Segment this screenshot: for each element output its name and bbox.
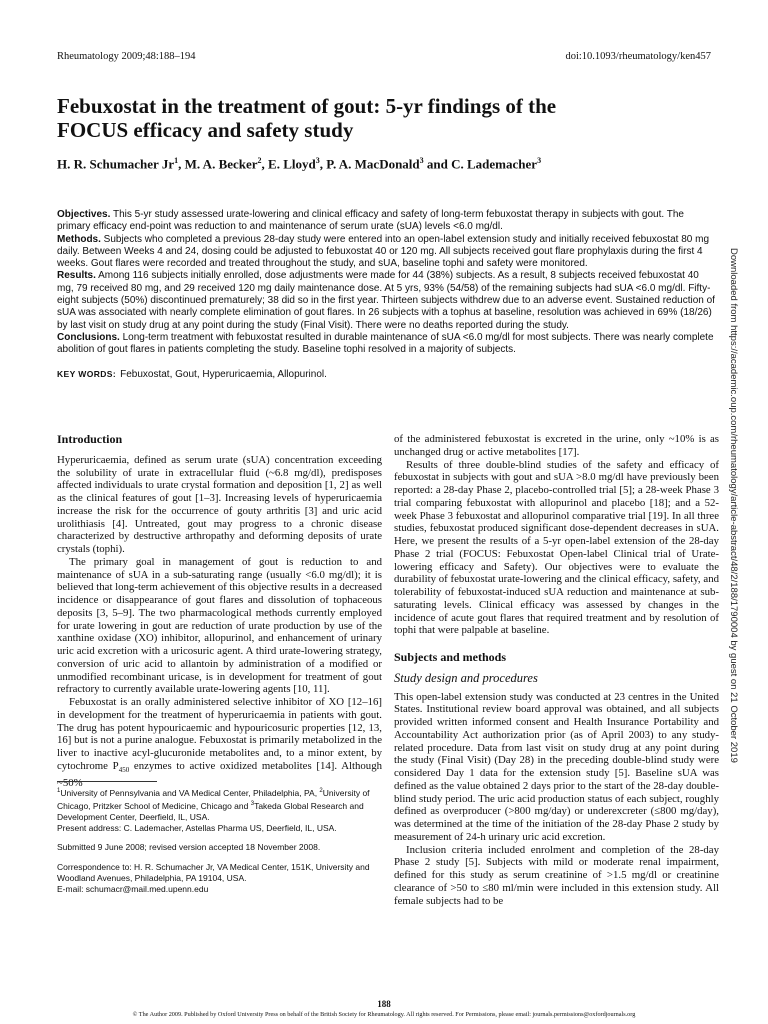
body-paragraph: Inclusion criteria included enrolment and completion of the 28-day Phase 2 study [5]. Subjects with mild or moderate renal impairment, defined for this study as serum creatinine of >1.5 mg/dl or creatinine clearance of >50 to ≤80 ml/min were included in this extension study. All female subjects had to be xyxy=(394,843,719,907)
paragraph-text: Febuxostat is an orally administered selective inhibitor of XO [12–16] in development for the treatment of hyperuricaemia in patients with gout. The drug has potent hypouricaemic and hypouricosuric properties [12, 13, 16] but is not a purine analogue. Febuxostat is primarily metabolized in the liver to inactive acyl-glucuronide metabolites and, to a minor extent, by cytochrome P xyxy=(57,696,382,772)
affiliation-text: University of Chicago, Pritzker School of Medicine, Chicago and xyxy=(57,787,370,811)
author-affiliation-mark: 3 xyxy=(315,156,320,165)
abstract xyxy=(57,209,718,357)
author-list xyxy=(57,156,541,172)
subsection-heading: Study design and procedures xyxy=(394,670,538,685)
body-paragraph xyxy=(57,696,382,789)
author-affiliation-mark: 2 xyxy=(257,156,262,165)
keywords-text: Febuxostat, Gout, Hyperuricaemia, Allopurinol. xyxy=(120,369,327,380)
section-heading-subjects-methods: Subjects and methods xyxy=(394,650,507,664)
author-name: M. A. Becker xyxy=(184,156,258,172)
copyright-notice: © The Author 2009. Published by Oxford University Press on behalf of the British Society for Rheumatology. All rights reserved. For Permissions, please email: journals.permissions@oxfordjournals.org xyxy=(132,1011,636,1018)
download-watermark: Downloaded from https://academic.oup.com/rheumatology/article-abstract/48/2/188/1790004 by guest on 21 October 2019 xyxy=(728,248,739,763)
footnotes xyxy=(57,786,382,895)
abstract-label: Methods. xyxy=(57,233,101,245)
abstract-methods xyxy=(57,234,718,271)
affiliation-mark: 1 xyxy=(57,788,61,794)
author-separator: and xyxy=(423,156,452,172)
submission-dates: Submitted 9 June 2008; revised version accepted 18 November 2008. xyxy=(57,842,321,853)
abstract-label: Conclusions. xyxy=(57,331,120,343)
abstract-text: Subjects who completed a previous 28-day study were entered into an open-label extension study and initially received febuxostat 80 mg daily. Between Weeks 4 and 24, dosing could be adjusted to febuxostat 40 or 120 mg. All subjects received gout flare prophylaxis during the first 4 weeks. Gout flares were recorded and treated throughout the study, and sUA, baseline tophi and safety were monitored. xyxy=(57,233,710,270)
abstract-text: Long-term treatment with febuxostat resulted in durable maintenance of sUA <6.0 mg/dl for most subjects. There was nearly complete abolition of gout flares in patients completing the study. Baseline tophi resolved in a majority of subjects. xyxy=(57,331,714,356)
correspondence: Correspondence to: H. R. Schumacher Jr, VA Medical Center, 151K, University and Woodland Avenues, Philadelphia, PA 19104, USA. xyxy=(57,861,370,883)
author-separator: , xyxy=(319,156,327,172)
section-spacer xyxy=(394,637,719,651)
author-affiliation-mark: 1 xyxy=(174,156,179,165)
title-line-2: FOCUS efficacy and safety study xyxy=(57,118,354,142)
left-column xyxy=(57,433,382,789)
correspondence-email[interactable]: E-mail: schumacr@mail.med.upenn.edu xyxy=(57,884,209,895)
affiliation-mark: 3 xyxy=(250,801,255,808)
author-name: H. R. Schumacher Jr xyxy=(57,156,175,172)
article-title xyxy=(57,94,657,142)
affiliation-text: Takeda Global Research and Development Center, Deerfield, IL, USA. xyxy=(57,800,364,823)
body-paragraph: This open-label extension study was conducted at 23 centres in the United States. Institutional review board approval was obtained, and all subjects provided written informed consent and Health Insurance Portability and Accountability Act authorization prior (as of April 2003) to any study-related procedure. Data from last visit on study drug at any point during the study (Final Visit) (Day 28) in the preceding double-blind study were considered Day 1 data for the extension study [5]. Baseline sUA was defined as the value obtained 2 days prior to the start of the 28-day double-blind study period. The uric acid production status of each subject, roughly defined as overproducer (>800 mg/day) or underexcreter (≤800 mg/day), was determined at the time of the initiation of the 28-day Phase 2 study by measurement of 24-h urinary uric acid excretion. xyxy=(394,690,719,843)
page-number: 188 xyxy=(377,999,391,1009)
author-separator: , xyxy=(178,156,185,172)
section-heading-introduction: Introduction xyxy=(57,432,123,446)
present-address: Present address: C. Lademacher, Astellas Pharma US, Deerfield, IL, USA. xyxy=(57,823,337,834)
doi-reference: doi:10.1093/rheumatology/ken457 xyxy=(565,51,711,62)
title-line-1: Febuxostat in the treatment of gout: 5-yr findings of the xyxy=(57,94,557,118)
affiliation-mark: 2 xyxy=(319,788,323,794)
author-affiliation-mark: 3 xyxy=(419,156,424,165)
abstract-label: Results. xyxy=(57,270,96,282)
abstract-text: Among 116 subjects initially enrolled, dose adjustments were made for 44 (38%) subjects. As a result, 8 subjects received febuxostat 40 mg, 79 received 80 mg, and 29 received 120 mg daily maintenance dose. At 5 yrs, 93% (54/58) of the remaining subjects had sUA <6.0 mg/dl. Fifty-eight subjects (50%) discontinued prematurely; 38 did so in the first year. Thirteen subjects withdrew due to an adverse event. Sustained reduction of sUA was associated with nearly complete elimination of gout flares. In 26 subjects with a tophus at baseline, resolution was achieved in 69% (18/26) by last visit on study drug at any point during the study (Final Visit). There were no deaths reported during the study. xyxy=(57,270,715,331)
affiliation-text: University of Pennsylvania and VA Medical Center, Philadelphia, PA, xyxy=(60,787,320,798)
footnote-divider xyxy=(57,781,157,782)
author-separator: , xyxy=(261,156,269,172)
body-paragraph: Results of three double-blind studies of the safety and efficacy of febuxostat in subjects with gout and sUA >8.0 mg/dl have previously been reported: a 28-day Phase 2, placebo-controlled trial [5]; a 28-week Phase 3 trial comparing febuxostat with allopurinol and placebo [18]; and a 52-week Phase 3 febuxostat and allopurinol comparative trial [19]. In all three studies, febuxostat produced significant dose-dependent decreases in sUA. Here, we present the results of a 5-yr open-label extension of the 28-day Phase 2 trial (FOCUS: Febuxostat Open-label Clinical trial of Urate-lowering efficacy and Safety). Our objectives were to evaluate the durability of febuxostat urate-lowering and the clinical efficacy, safety, and tolerability of febuxostat-induced sUA reduction and maintenance at sub-saturating levels. Clinical efficacy was assessed by changes in the incidence of acute gout flares that required treatment and by resolution of tophi that were palpable at baseline. xyxy=(394,458,719,637)
affiliations xyxy=(57,786,382,823)
journal-reference: Rheumatology 2009;48:188–194 xyxy=(57,51,196,62)
author-name: E. Lloyd xyxy=(268,156,316,172)
paragraph-subscript: 450 xyxy=(118,765,130,774)
keywords-label: KEY WORDS: xyxy=(57,369,117,379)
body-paragraph: of the administered febuxostat is excreted in the urine, only ~10% is as unchanged drug or active metabolites [17]. xyxy=(394,433,719,458)
body-paragraph: Hyperuricaemia, defined as serum urate (sUA) concentration exceeding the solubility of urate in extracellular fluid (~6.8 mg/dl), predisposes affected individuals to urate crystal formation and deposition [1, 2] as well as the clinical features of gout [1–3]. Increasing levels of hyperuricaemia increase the risk for the occurrence of gouty arthritis [3] and uric acid urolithiasis [4]. Untreated, gout may progress to a chronic disease characterized by destructive arthropathy and deforming deposits of urate crystals (tophi). xyxy=(57,453,382,555)
body-paragraph: The primary goal in management of gout is reduction to and maintenance of sUA in a sub-saturating range (usually <6.0 mg/dl); it is believed that long-term achievement of this objective results in a decreased incidence or disappearance of gout flares and dissolution of tophaceous deposits [3, 5–9]. The two pharmacological methods currently employed for urate lowering in gout are reduction of urate production by use of the xanthine oxidase (XO) inhibitor, allopurinol, and enhancement of urinary uric acid excretion with a uricosuric agent. A third urate-lowering strategy, conversion of uric acid to allantoin by administration of a modified or unmodified recombinant uricase, is in development for treatment of gout refractory to currently available urate-lowering agents [10, 11]. xyxy=(57,555,382,696)
abstract-label: Objectives. xyxy=(57,209,111,220)
keywords xyxy=(57,369,327,380)
abstract-text: This 5-yr study assessed urate-lowering and clinical efficacy and safety of long-term febuxostat therapy in subjects with gout. The primary efficacy end-point was reduction to and maintenance of serum urate (sUA) levels <6.0 mg/dl. xyxy=(57,209,684,233)
author-name: P. A. MacDonald xyxy=(326,156,420,172)
abstract-conclusions xyxy=(57,332,718,357)
right-column xyxy=(394,433,719,907)
paragraph-text: enzymes to active oxidized metabolites [14]. Although ~50% xyxy=(57,759,382,789)
author-affiliation-mark: 3 xyxy=(537,156,542,165)
author-name: C. Lademacher xyxy=(451,156,538,172)
abstract-results xyxy=(57,270,718,331)
abstract-objectives xyxy=(57,209,718,234)
